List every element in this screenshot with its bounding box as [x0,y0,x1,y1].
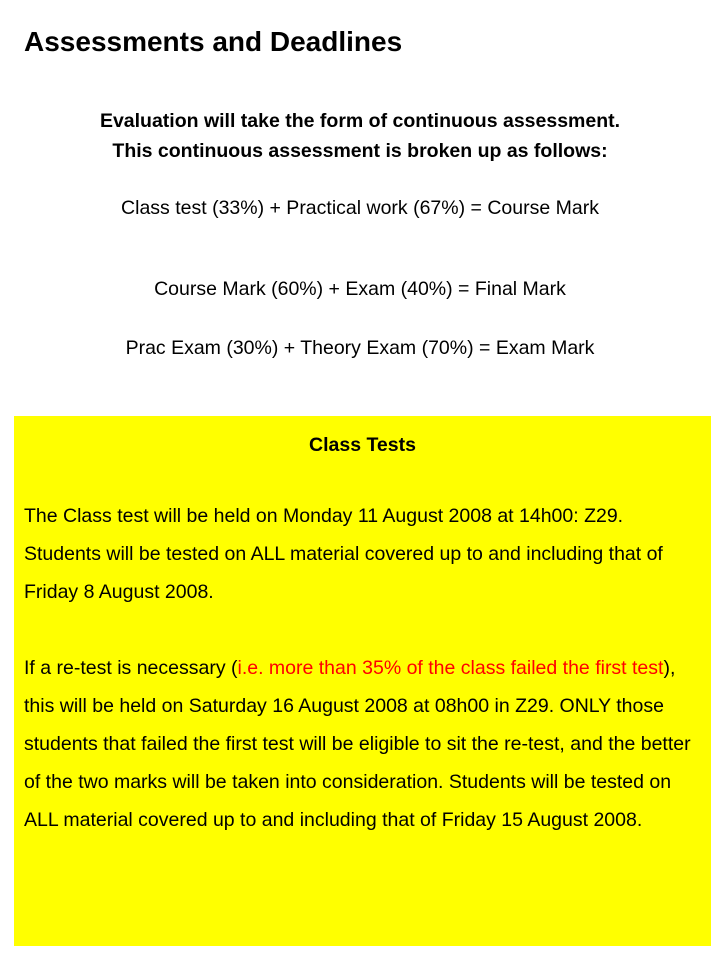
page-title: Assessments and Deadlines [24,26,403,57]
class-test-paragraph: The Class test will be held on Monday 11 August 2008 at 14h00: Z29. Students will be tested on ALL material covered up to and including that of Friday 8 August 2008. [24,505,663,603]
retest-condition-highlight: i.e. more than 35% of the class failed the first test [237,657,664,679]
intro-line-1: Evaluation will take the form of continuous assessment. [99,110,621,132]
retest-paragraph [24,649,701,839]
final-mark-formula: Course Mark (60%) + Exam (40%) = Final Mark [154,278,566,300]
class-tests-box [14,416,711,946]
retest-text-before: If a re-test is necessary ( [24,657,238,679]
retest-text-after: ), this will be held on Saturday 16 August 2008 at 08h00 in Z29. ONLY those students that failed the first test will be eligible to sit the re-test, and the better of the two marks will be taken into consideration. Students will be tested on ALL material covered up to and including that of Friday 15 August 2008. [24,657,691,831]
intro-text [0,106,720,166]
class-tests-heading: Class Tests [309,434,416,456]
course-mark-formula: Class test (33%) + Practical work (67%) = Course Mark [121,197,599,219]
exam-mark-formula: Prac Exam (30%) + Theory Exam (70%) = Exam Mark [125,337,595,359]
intro-line-2: This continuous assessment is broken up as follows: [112,140,608,162]
